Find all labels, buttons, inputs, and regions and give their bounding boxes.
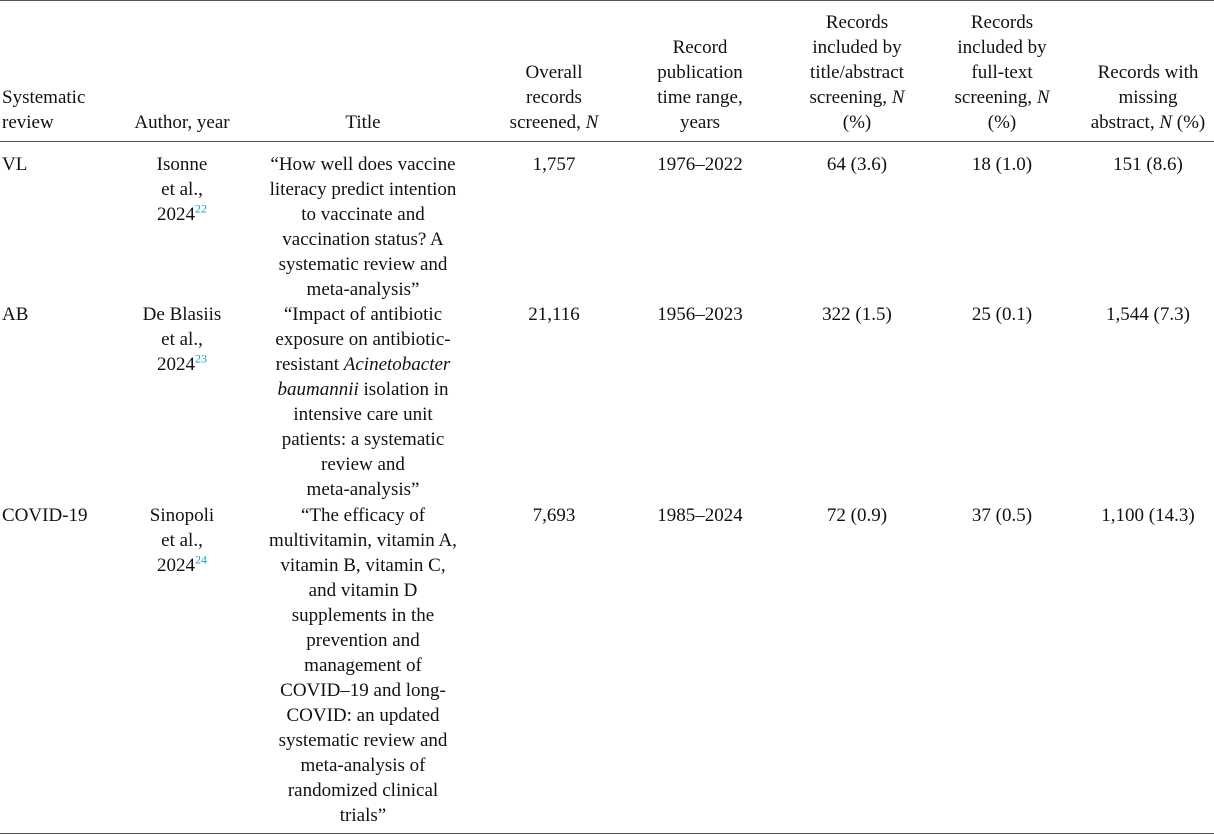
title-line: to vaccinate and (301, 204, 425, 225)
title-line: patients: a systematic (281, 429, 445, 450)
header-line: Records (825, 12, 889, 33)
author-year: 2024 (157, 354, 195, 375)
row-covid-author (124, 503, 240, 578)
title-line: review and (321, 454, 405, 475)
header-line: years (679, 112, 721, 133)
header-line: Overall (525, 62, 583, 83)
header-time-range (635, 6, 765, 135)
reference-link[interactable]: 24 (195, 552, 207, 567)
title-line (255, 352, 471, 377)
bottom-rule (0, 833, 1214, 834)
row-ab-overall: 21,116 (528, 304, 580, 325)
header-systematic-review (2, 6, 122, 135)
title-line: “How well does vaccine (270, 154, 456, 175)
header-title-abstract (782, 6, 932, 135)
header-line: records (526, 87, 582, 108)
title-line: vitamin B, vitamin C, (280, 555, 446, 576)
author-line (124, 553, 240, 578)
title-line: vaccination status? A (282, 229, 444, 250)
title-line (255, 377, 471, 402)
row-ab-author (124, 302, 240, 377)
header-missing-abstract (1082, 6, 1214, 135)
title-line: management of (304, 655, 422, 676)
title-line: intensive care unit (293, 404, 433, 425)
title-line: meta-analysis of (300, 755, 426, 776)
title-line: systematic review and (278, 254, 448, 275)
row-ab-review: AB (2, 304, 29, 325)
author-year: 2024 (157, 204, 195, 225)
title-line: randomized clinical (287, 780, 439, 801)
author-line (124, 202, 240, 227)
header-line: (%) (842, 112, 872, 133)
title-line: meta-analysis” (306, 279, 420, 300)
title-line: exposure on antibiotic- (275, 329, 451, 350)
header-line (490, 110, 618, 135)
author-line: et al., (161, 530, 203, 551)
title-line: literacy predict intention (269, 179, 457, 200)
n-symbol: N (1159, 112, 1173, 133)
row-vl-range: 1976–2022 (657, 154, 743, 175)
row-covid-title (255, 503, 471, 828)
row-covid-missing: 1,100 (14.3) (1101, 505, 1195, 526)
title-line: “The efficacy of (300, 505, 426, 526)
title-line: prevention and (306, 630, 420, 651)
title-line: COVID: an updated (286, 705, 440, 726)
n-symbol: N (585, 112, 599, 133)
title-line: trials” (339, 805, 387, 826)
header-line: Record (672, 37, 728, 58)
row-vl-overall: 1,757 (532, 154, 576, 175)
reference-link[interactable]: 22 (195, 201, 207, 216)
header-line: full-text (971, 62, 1033, 83)
author-line: et al., (161, 329, 203, 350)
row-ab-full-text: 25 (0.1) (971, 304, 1033, 325)
title-italic: Acinetobacter (343, 354, 451, 375)
header-text: screened, (509, 112, 586, 133)
row-covid-overall: 7,693 (532, 505, 576, 526)
header-text: screening, (809, 87, 892, 108)
row-covid-review: COVID-19 (2, 505, 88, 526)
row-vl-review: VL (2, 154, 28, 175)
row-vl-title (255, 152, 471, 302)
title-text: isolation in (358, 379, 449, 400)
title-line: “Impact of antibiotic (283, 304, 443, 325)
row-covid-full-text: 37 (0.5) (971, 505, 1033, 526)
author-line: Isonne (156, 154, 208, 175)
row-ab-missing: 1,544 (7.3) (1106, 304, 1190, 325)
row-vl-full-text: 18 (1.0) (971, 154, 1033, 175)
header-text: screening, (954, 87, 1037, 108)
header-text: (%) (1172, 112, 1206, 133)
title-line: systematic review and (278, 730, 448, 751)
header-line: included by (812, 37, 902, 58)
row-ab-range: 1956–2023 (657, 304, 743, 325)
header-line (782, 85, 932, 110)
header-author-year (124, 6, 240, 135)
header-full-text (940, 6, 1064, 135)
header-text: abstract, (1090, 112, 1160, 133)
header-line: missing (1118, 87, 1178, 108)
author-line: et al., (161, 179, 203, 200)
n-symbol: N (1036, 87, 1050, 108)
author-line: De Blasiis (142, 304, 222, 325)
header-line: review (2, 112, 54, 133)
title-line: supplements in the (291, 605, 435, 626)
header-line: time range, (657, 87, 743, 108)
header-line: Author, year (134, 112, 230, 133)
header-line: Systematic (2, 87, 86, 108)
header-overall-records (490, 6, 618, 135)
header-line (1082, 110, 1214, 135)
row-covid-range: 1985–2024 (657, 505, 743, 526)
header-line: title/abstract (810, 62, 904, 83)
author-line (124, 352, 240, 377)
title-line: meta-analysis” (306, 479, 420, 500)
n-symbol: N (891, 87, 905, 108)
header-line: publication (657, 62, 743, 83)
author-year: 2024 (157, 555, 195, 576)
title-line: and vitamin D (308, 580, 418, 601)
row-ab-title-abstract: 322 (1.5) (822, 304, 892, 325)
author-line: Sinopoli (149, 505, 215, 526)
header-rule (0, 141, 1214, 142)
header-line: Title (345, 112, 381, 133)
title-line: multivitamin, vitamin A, (269, 530, 457, 551)
row-vl-author (124, 152, 240, 227)
title-text: resistant (275, 354, 344, 375)
top-rule (0, 0, 1214, 1)
title-italic: baumannii (277, 379, 359, 400)
header-line: Records (970, 12, 1034, 33)
header-line (940, 85, 1064, 110)
row-vl-title-abstract: 64 (3.6) (826, 154, 888, 175)
header-line: included by (957, 37, 1047, 58)
reference-link[interactable]: 23 (195, 351, 207, 366)
header-title (255, 6, 471, 135)
header-line: (%) (987, 112, 1017, 133)
row-ab-title (255, 302, 471, 502)
row-covid-title-abstract: 72 (0.9) (826, 505, 888, 526)
header-line: Records with (1097, 62, 1199, 83)
row-vl-missing: 151 (8.6) (1113, 154, 1183, 175)
title-line: COVID–19 and long- (280, 680, 446, 701)
